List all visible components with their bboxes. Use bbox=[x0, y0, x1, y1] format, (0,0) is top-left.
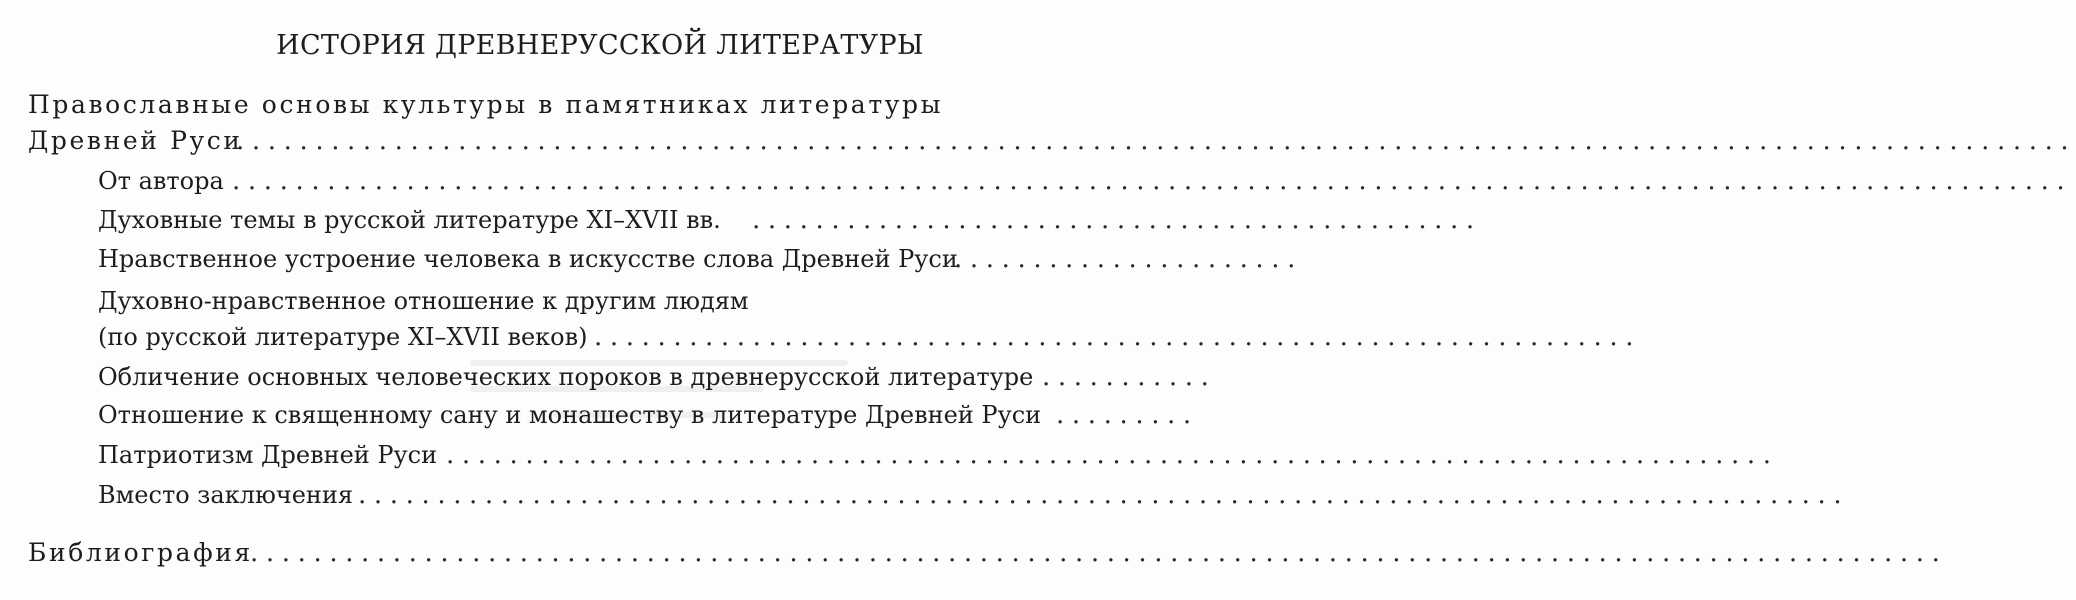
toc-entry-patriotism: Патриотизм Древней Руси bbox=[98, 441, 438, 469]
toc-entry-leader: .................................................................................... bbox=[446, 440, 1779, 470]
section-title-line2: Древней Руси bbox=[28, 126, 243, 155]
toc-entry-leader: .............................................................................................. bbox=[358, 480, 1850, 510]
toc-entry-leader: ......... bbox=[1056, 400, 1199, 430]
toc-entry-leader: ........... bbox=[1042, 362, 1217, 392]
toc-entry-leader: ...................... bbox=[954, 244, 1304, 274]
toc-entry-moral-order: Нравственное устроение человека в искусстве слова Древней Руси bbox=[98, 245, 958, 273]
section-title-line1: Православные основы культуры в памятниках литературы bbox=[28, 90, 944, 119]
toc-entry-vices: Обличение основных человеческих пороков в древнерусской литературе bbox=[98, 363, 1034, 391]
bibliography-leader: ........................................................................................................... bbox=[250, 538, 1948, 568]
toc-entry-leader: .................................................................................................................... bbox=[232, 166, 2073, 196]
toc-entry-attitude-line1: Духовно-нравственное отношение к другим людям bbox=[98, 287, 749, 315]
toc-entry-attitude-line2: (по русской литературе XI–XVII веков) bbox=[98, 323, 588, 351]
toc-entry-leader: .................................................................. bbox=[594, 322, 1642, 352]
toc-entry-spiritual-themes: Духовные темы в русской литературе XI–XVII вв. bbox=[98, 206, 721, 234]
toc-entry-clergy: Отношение к священному сану и монашеству в литературе Древней Руси bbox=[98, 401, 1042, 429]
toc-entry-from-author: От автора bbox=[98, 167, 224, 195]
toc-entry-leader: .............................................. bbox=[752, 205, 1482, 235]
bibliography-title: Библиография bbox=[28, 538, 253, 567]
toc-entry-conclusion: Вместо заключения bbox=[98, 481, 354, 509]
section-leader-dots: .................................................................................................................... bbox=[236, 126, 2076, 156]
book-title: ИСТОРИЯ ДРЕВНЕРУССКОЙ ЛИТЕРАТУРЫ bbox=[276, 30, 924, 61]
